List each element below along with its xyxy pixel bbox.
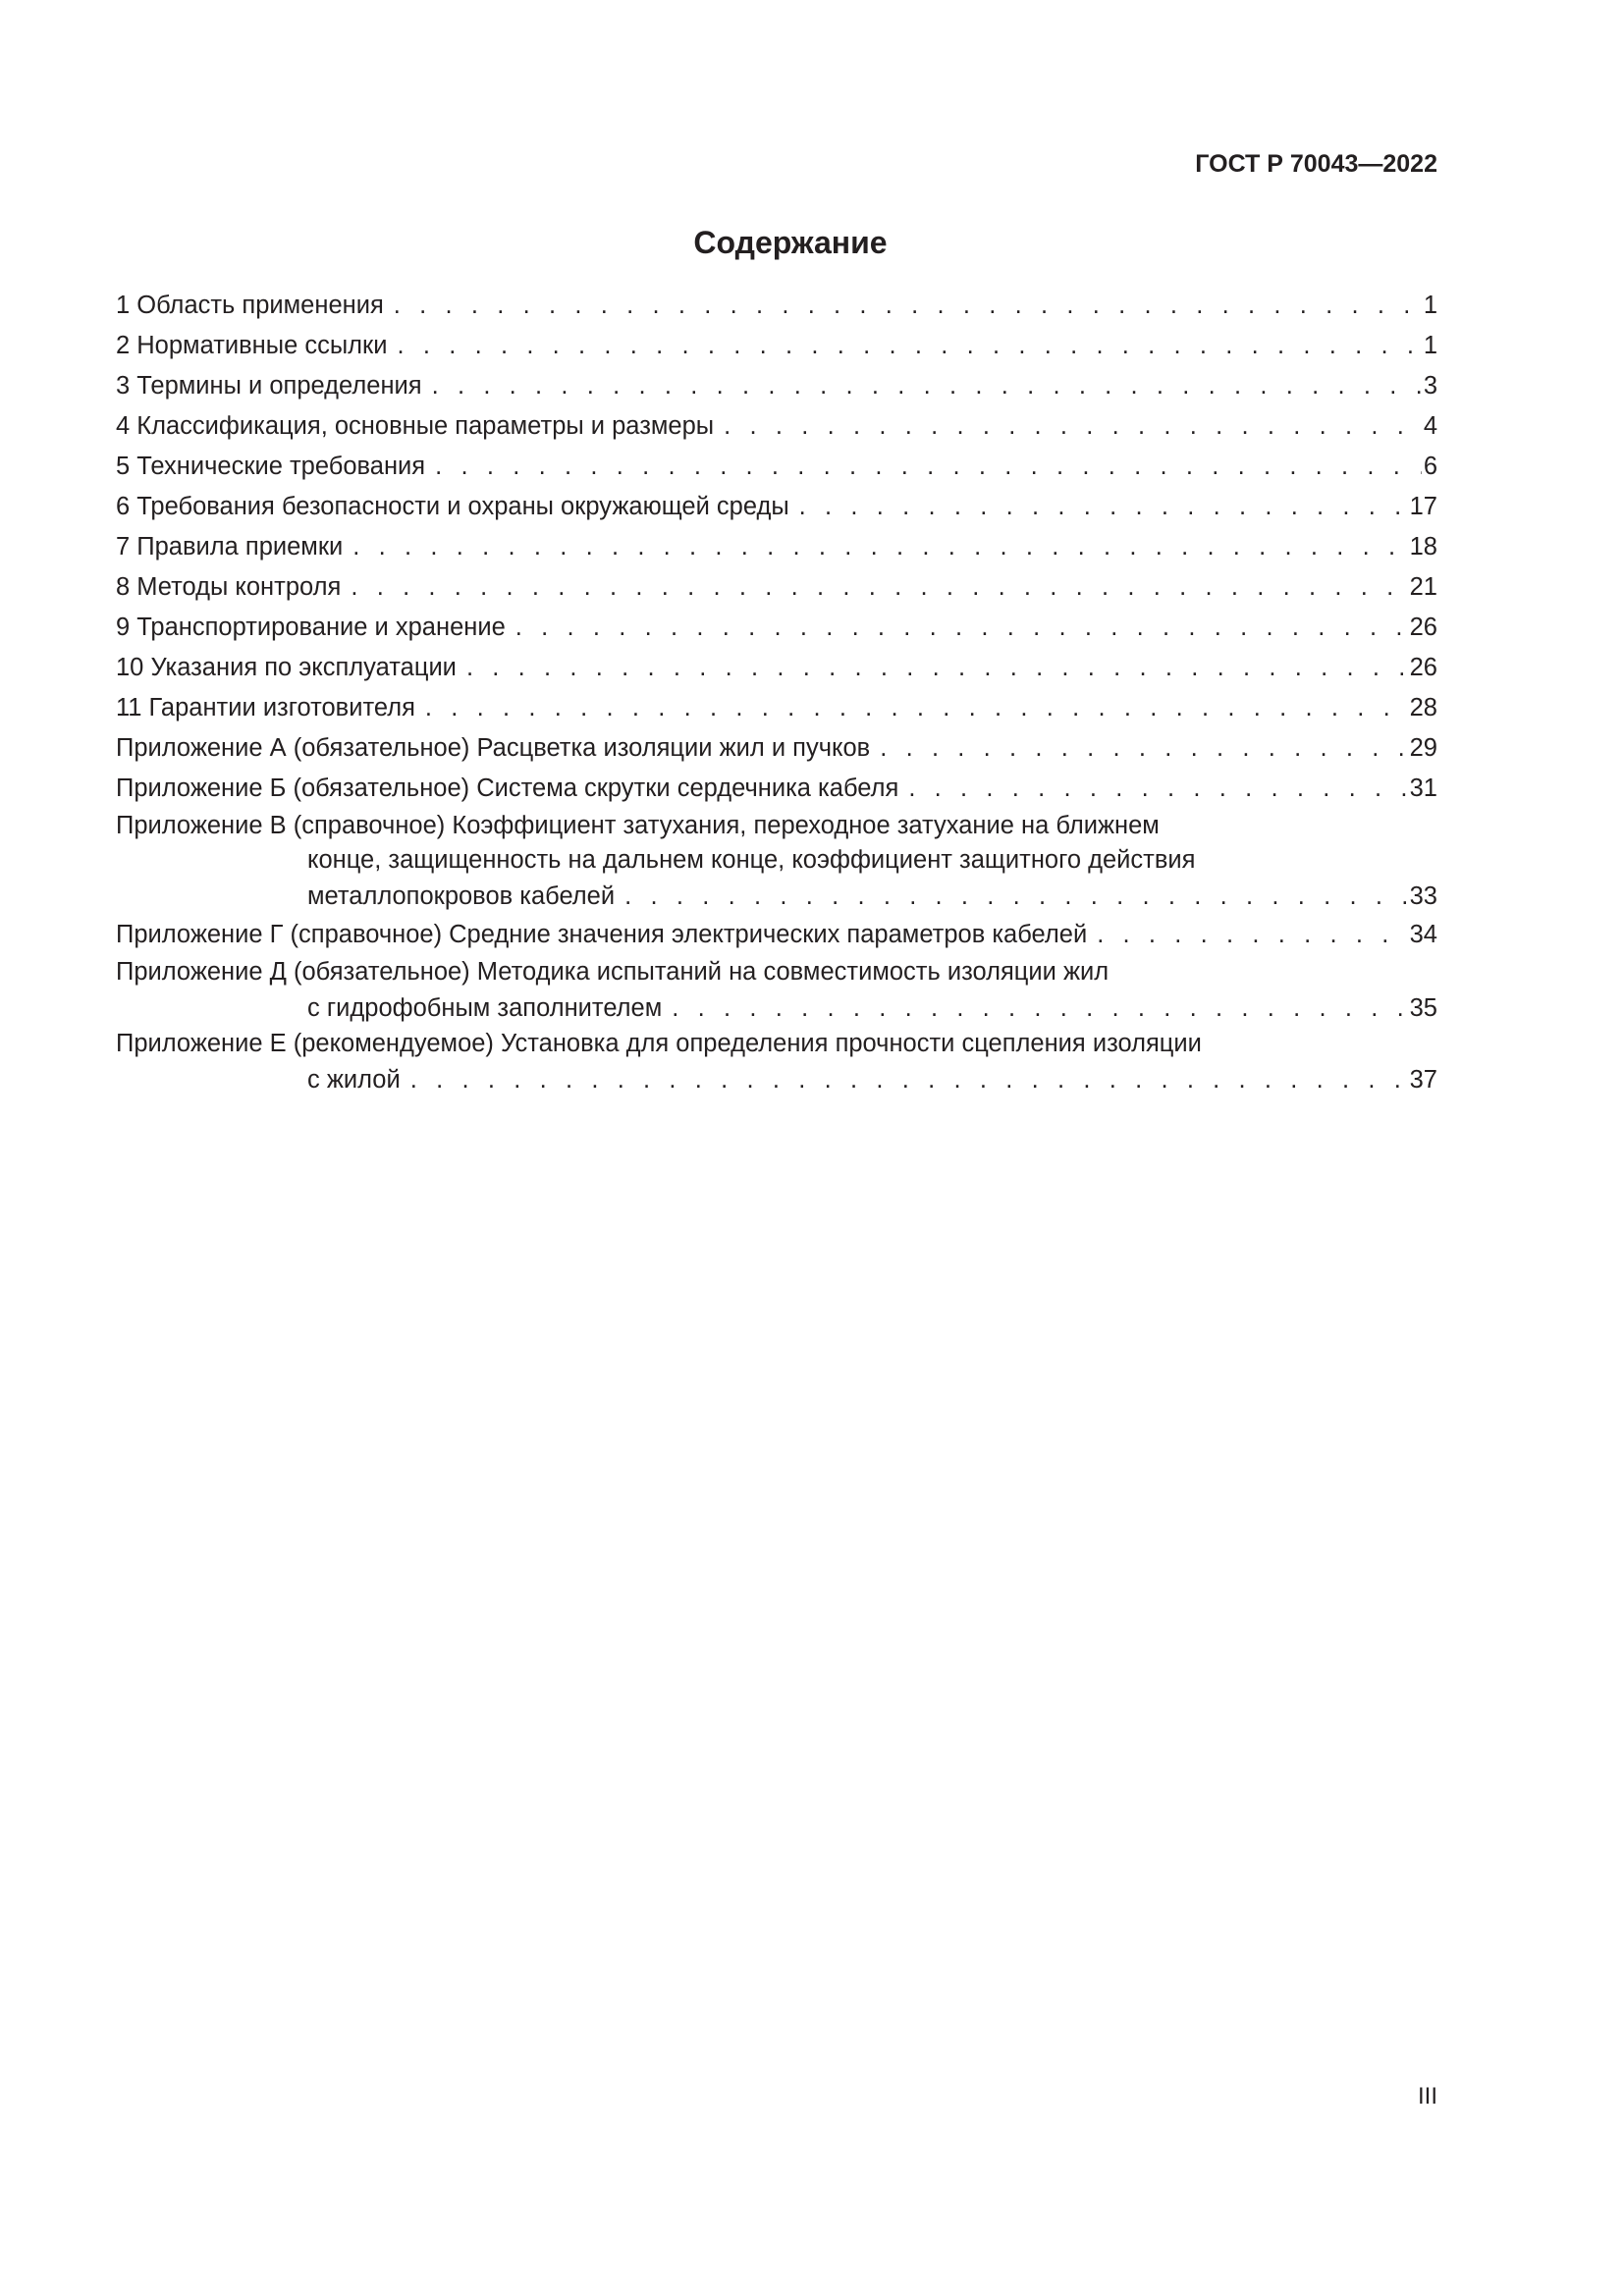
page-title: Содержание xyxy=(693,225,888,260)
toc-entry-page: 17 xyxy=(1409,493,1437,520)
toc-entry-label-line-1: Приложение Е (рекомендуемое) Установка для определения прочности сцепления изоляции xyxy=(116,1030,1202,1057)
toc-entry-page: 37 xyxy=(1409,1066,1437,1094)
leader-dots xyxy=(435,447,1422,487)
toc-entry-page: 21 xyxy=(1409,573,1437,601)
page-number: III xyxy=(1417,2083,1437,2109)
toc-entry-label: 8 Методы контроля xyxy=(116,573,342,601)
toc-entry-page: 3 xyxy=(1423,372,1437,400)
toc-entry-label: 7 Правила приемки xyxy=(116,533,344,561)
toc-entry-label: Приложение Б (обязательное) Система скрутки сердечника кабеля xyxy=(116,774,899,802)
leader-dots xyxy=(908,769,1407,809)
leader-dots xyxy=(624,878,1408,915)
toc-entry-label: Приложение Г (справочное) Средние значения электрических параметров кабелей xyxy=(116,921,1088,948)
toc-entry-label: 6 Требования безопасности и охраны окружающей среды xyxy=(116,493,789,520)
toc-entry-2[interactable] xyxy=(116,326,1437,366)
toc-entry-annex-b[interactable] xyxy=(116,769,1437,809)
toc-entry-label: 11 Гарантии изготовителя xyxy=(116,694,415,721)
leader-dots xyxy=(351,567,1407,608)
toc-entry-label-line-2: с гидрофобным заполнителем xyxy=(307,994,663,1022)
toc-entry-1[interactable] xyxy=(116,286,1437,326)
leader-dots xyxy=(880,728,1407,769)
toc-entry-label: 9 Транспортирование и хранение xyxy=(116,614,506,641)
toc-entry-label: 1 Область применения xyxy=(116,292,384,319)
toc-entry-last-line xyxy=(116,1061,1437,1098)
toc-entry-page: 28 xyxy=(1409,694,1437,721)
toc-entry-6[interactable] xyxy=(116,487,1437,527)
toc-entry-label: 3 Термины и определения xyxy=(116,372,422,400)
toc-entry-page: 18 xyxy=(1409,533,1437,561)
toc-entry-label: 4 Классификация, основные параметры и размеры xyxy=(116,412,715,440)
toc-entry-page: 4 xyxy=(1423,412,1437,440)
toc-entry-label-line-1: Приложение В (справочное) Коэффициент затухания, переходное затухание на ближнем xyxy=(116,812,1160,839)
toc-entry-page: 33 xyxy=(1409,882,1437,910)
toc-entry-label-line-3: металлопокровов кабелей xyxy=(307,882,616,910)
toc-entry-page: 6 xyxy=(1423,453,1437,480)
leader-dots xyxy=(1097,915,1407,955)
toc-entry-last-line xyxy=(116,878,1437,915)
toc-entry-label-line-1: Приложение Д (обязательное) Методика испытаний на совместимость изоляции жил xyxy=(116,958,1110,986)
toc-entry-label: 10 Указания по эксплуатации xyxy=(116,654,457,681)
toc-entry-label-line-2: с жилой xyxy=(307,1066,401,1094)
toc-entry-page: 35 xyxy=(1409,994,1437,1022)
toc-entry-label: 2 Нормативные ссылки xyxy=(116,332,388,359)
toc-entry-page: 26 xyxy=(1409,654,1437,681)
toc-entry-5[interactable] xyxy=(116,447,1437,487)
leader-dots xyxy=(515,608,1408,648)
toc-entry-7[interactable] xyxy=(116,527,1437,567)
toc-entry-9[interactable] xyxy=(116,608,1437,648)
leader-dots xyxy=(410,1061,1408,1098)
toc-entry-label: 5 Технические требования xyxy=(116,453,426,480)
toc-entry-page: 31 xyxy=(1409,774,1437,802)
leader-dots xyxy=(394,286,1422,326)
toc-entry-page: 1 xyxy=(1423,332,1437,359)
leader-dots xyxy=(466,648,1408,688)
toc-entry-annex-g[interactable] xyxy=(116,915,1437,955)
leader-dots xyxy=(672,989,1407,1027)
toc-entry-annex-a[interactable] xyxy=(116,728,1437,769)
toc-entry-annex-d[interactable] xyxy=(116,955,1437,1027)
toc-entry-label: Приложение А (обязательное) Расцветка изоляции жил и пучков xyxy=(116,734,871,762)
toc-entry-10[interactable] xyxy=(116,648,1437,688)
toc-entry-page: 1 xyxy=(1423,292,1437,319)
toc-entry-4[interactable] xyxy=(116,406,1437,447)
toc-entry-annex-v[interactable] xyxy=(116,809,1437,915)
toc-entry-page: 29 xyxy=(1409,734,1437,762)
leader-dots xyxy=(425,688,1408,728)
leader-dots xyxy=(432,366,1422,406)
leader-dots xyxy=(397,326,1421,366)
toc-entry-8[interactable] xyxy=(116,567,1437,608)
toc-entry-label-line-2: конце, защищенность на дальнем конце, коэффициент защитного действия xyxy=(307,846,1196,874)
leader-dots xyxy=(799,487,1408,527)
toc-entry-page: 34 xyxy=(1409,921,1437,948)
document-id: ГОСТ Р 70043—2022 xyxy=(1195,150,1437,178)
toc-entry-3[interactable] xyxy=(116,366,1437,406)
toc-entry-11[interactable] xyxy=(116,688,1437,728)
leader-dots xyxy=(724,406,1422,447)
table-of-contents xyxy=(116,286,1437,1098)
toc-entry-annex-e[interactable] xyxy=(116,1027,1437,1098)
toc-entry-page: 26 xyxy=(1409,614,1437,641)
leader-dots xyxy=(352,527,1407,567)
toc-entry-last-line xyxy=(116,989,1437,1027)
